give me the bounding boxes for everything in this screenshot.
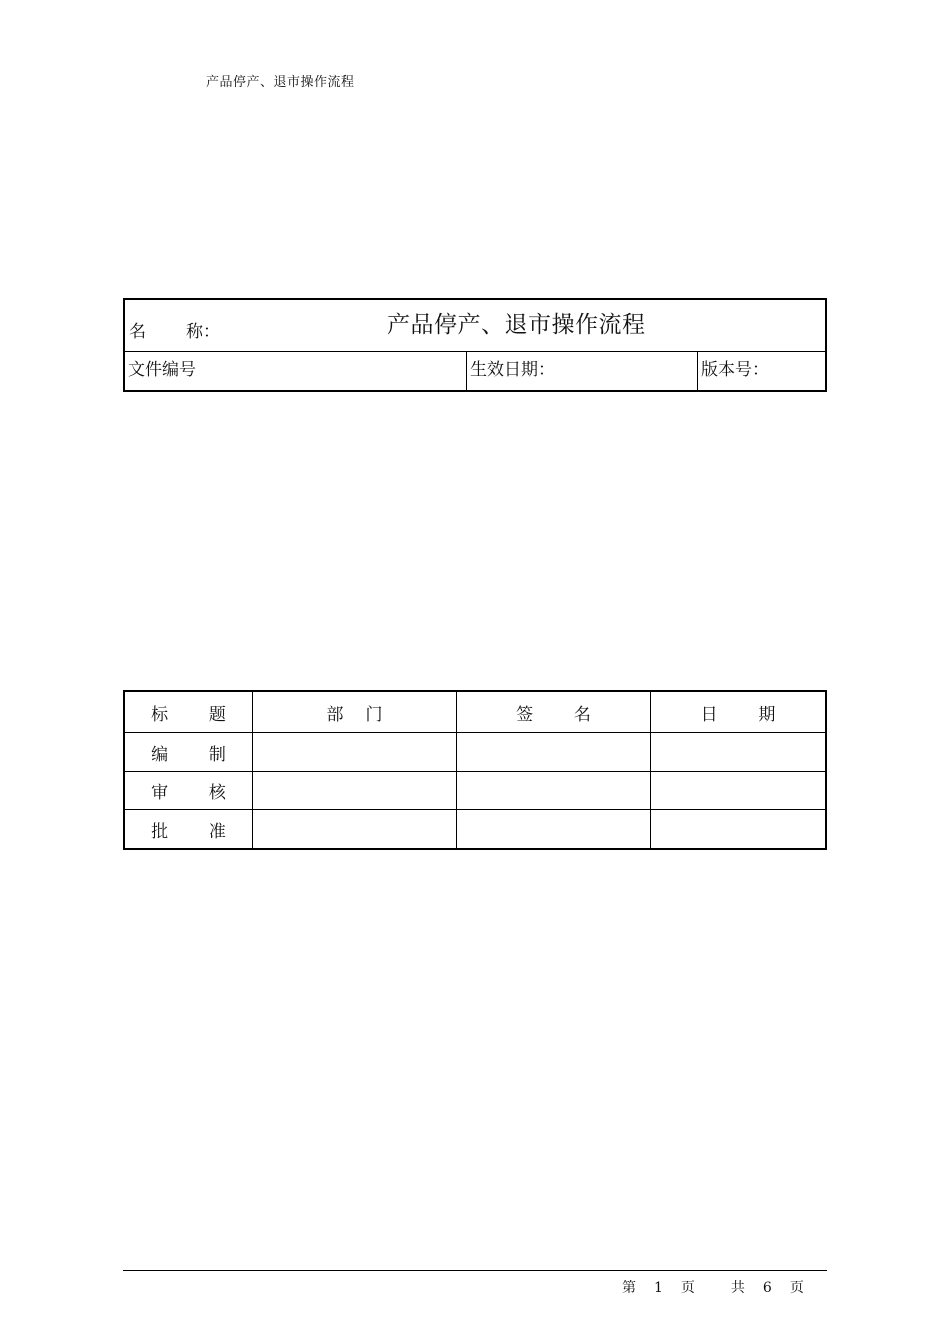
header-department: 部门 [253, 692, 457, 732]
date-cell [651, 733, 825, 771]
approval-header-row [125, 692, 825, 733]
approval-table [123, 690, 827, 850]
effective-date-cell [467, 352, 698, 390]
date-cell [651, 810, 825, 848]
page-suffix: 页 [680, 1280, 695, 1296]
department-cell [253, 733, 457, 771]
current-page-number: 1 [654, 1280, 663, 1296]
name-label [129, 317, 220, 342]
department-cell [253, 810, 457, 848]
running-header: 产品停产、退市操作流程 [206, 75, 355, 90]
approval-row-approve [125, 810, 825, 848]
header-title: 标题 [125, 692, 253, 732]
approval-row-prepare [125, 733, 825, 772]
row-label: 批准 [125, 810, 253, 848]
doc-number-cell [125, 352, 467, 390]
department-cell [253, 772, 457, 809]
row-label: 编制 [125, 733, 253, 771]
name-label-part2: 称： [186, 322, 220, 342]
page-number-footer [622, 1277, 804, 1297]
footer-divider [123, 1270, 827, 1271]
version-label: 版本号： [701, 360, 769, 380]
signature-cell [457, 810, 651, 848]
signature-cell [457, 772, 651, 809]
date-cell [651, 772, 825, 809]
approval-row-review [125, 772, 825, 810]
doc-number-label: 文件编号 [128, 360, 196, 380]
header-date: 日期 [700, 704, 817, 725]
total-prefix: 共 [730, 1280, 745, 1296]
effective-date-label: 生效日期： [470, 360, 555, 380]
row-label: 审核 [125, 772, 253, 809]
total-suffix: 页 [789, 1280, 804, 1296]
title-row-name [125, 300, 825, 352]
page-prefix: 第 [622, 1280, 636, 1296]
version-cell [698, 352, 825, 390]
signature-cell [457, 733, 651, 771]
name-label-part1: 名 [129, 322, 146, 342]
title-row-meta [125, 352, 825, 390]
document-name: 产品停产、退市操作流程 [387, 312, 646, 338]
document-title-table [123, 298, 827, 392]
total-pages: 6 [762, 1280, 772, 1296]
header-signature: 签名 [457, 692, 651, 732]
